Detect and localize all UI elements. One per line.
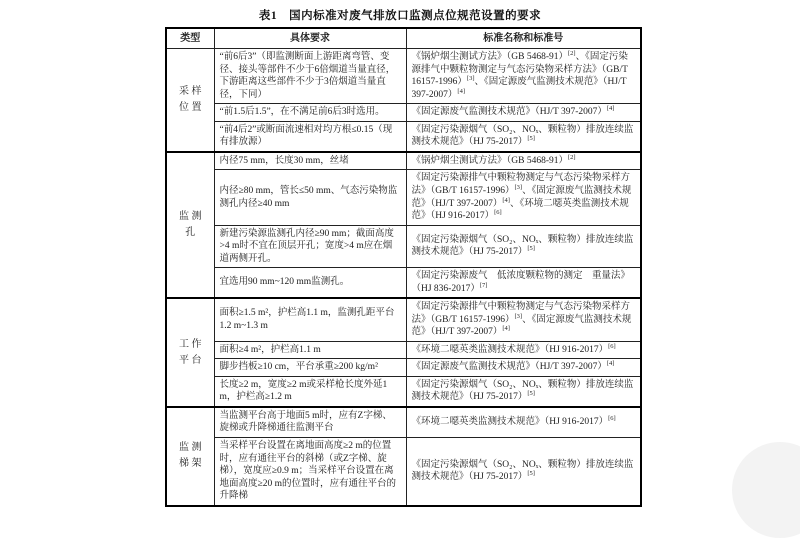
requirement-cell: 当监测平台高于地面5 m时，应有Z字梯、旋梯或升降梯通往监测平台 xyxy=(214,407,406,438)
requirement-cell: “前6后3”（即监测断面上游距离弯管、变径、接头等部件不少于6倍烟道当量直径，下游距离这些部件不少于3倍烟道当量直径，下同） xyxy=(214,49,406,104)
standard-cell: 《环境二噁英类监测技术规范》（HJ 916-2017）[6] xyxy=(406,407,641,438)
standard-cell: 《固定污染源废气 低浓度颗粒物的测定 重量法》（HJ 836-2017）[7] xyxy=(406,268,641,299)
requirement-cell: 面积≥4 m²，护栏高1.1 m xyxy=(214,341,406,359)
col-header-type: 类型 xyxy=(166,28,214,49)
table-title: 表1 国内标准对废气排放口监测点位规范设置的要求 xyxy=(258,10,542,22)
requirement-cell: 内径75 mm，长度30 mm，丝堵 xyxy=(214,152,406,170)
table-row xyxy=(166,298,641,341)
requirement-cell: “前1.5后1.5”，在不满足前6后3时选用。 xyxy=(214,104,406,122)
row-group-type: 监 测 梯 架 xyxy=(166,407,214,506)
table-row xyxy=(166,121,641,152)
table-row xyxy=(166,225,641,268)
table-row xyxy=(166,376,641,407)
table-header xyxy=(166,28,641,49)
row-group-type: 采 样 位 置 xyxy=(166,49,214,152)
table-row xyxy=(166,407,641,438)
col-header-requirement: 具体要求 xyxy=(214,28,406,49)
requirement-cell: 内径≥80 mm，管长≤50 mm、气态污染物监测孔内径≥40 mm xyxy=(214,170,406,225)
requirement-cell: 新建污染源监测孔内径≥90 mm；截面高度>4 m时不宜在顶层开孔；宽度>4 m应在烟道两侧开孔。 xyxy=(214,225,406,268)
standard-cell: 《固定源废气监测技术规范》（HJ/T 397-2007）[4] xyxy=(406,359,641,377)
standards-table xyxy=(165,27,642,507)
standard-cell: 《固定污染源排气中颗粒物测定与气态污染物采样方法》（GB/T 16157-1996）[3]、《固定源废气监测技术规范》（HJ/T 397-2007）[4] xyxy=(406,298,641,341)
requirement-cell: 当采样平台设置在离地面高度≥2 m的位置时，应有通往平台的斜梯（或Z字梯、旋梯），宽度应≥0.9 m；当采样平台设置在离地面高度≥20 m的位置时，应有通往平台的升降梯 xyxy=(214,438,406,506)
row-group-type: 工 作 平 台 xyxy=(166,298,214,407)
table-row xyxy=(166,341,641,359)
requirement-cell: 长度≥2 m，宽度≥2 m或采样枪长度外延1 m，护栏高≥1.2 m xyxy=(214,376,406,407)
table-row xyxy=(166,359,641,377)
table-row xyxy=(166,104,641,122)
table-body xyxy=(166,49,641,506)
standard-cell: 《固定污染源烟气（SO₂、NOₓ、颗粒物）排放连续监测技术规范》（HJ 75-2017）[5] xyxy=(406,225,641,268)
standard-cell: 《固定污染源排气中颗粒物测定与气态污染物采样方法》（GB/T 16157-1996）[3]、《固定源废气监测技术规范》（HJ/T 397-2007）[4]、《环境二噁英类监测技术规范》（HJ 916-2017）[6] xyxy=(406,170,641,225)
header-row xyxy=(166,28,641,49)
standard-cell: 《固定污染源烟气（SO₂、NOₓ、颗粒物）排放连续监测技术规范》（HJ 75-2017）[5] xyxy=(406,438,641,506)
row-group-type: 监 测 孔 xyxy=(166,152,214,298)
standard-cell: 《环境二噁英类监测技术规范》（HJ 916-2017）[6] xyxy=(406,341,641,359)
table-row xyxy=(166,49,641,104)
requirement-cell: 面积≥1.5 m²，护栏高1.1 m，监测孔距平台1.2 m~1.3 m xyxy=(214,298,406,341)
table-row xyxy=(166,170,641,225)
requirement-cell: “前4后2”或断面流速相对均方根≤0.15（现有排放源） xyxy=(214,121,406,152)
watermark xyxy=(732,442,800,538)
requirement-cell: 脚步挡板≥10 cm，平台承重≥200 kg/m² xyxy=(214,359,406,377)
requirement-cell: 宜选用90 mm~120 mm监测孔。 xyxy=(214,268,406,299)
standard-cell: 《锅炉烟尘测试方法》（GB 5468-91）[2] xyxy=(406,152,641,170)
table-row xyxy=(166,152,641,170)
standard-cell: 《固定污染源烟气（SO₂、NOₓ、颗粒物）排放连续监测技术规范》（HJ 75-2017）[5] xyxy=(406,121,641,152)
col-header-standard: 标准名称和标准号 xyxy=(406,28,641,49)
table-row xyxy=(166,438,641,506)
table-row xyxy=(166,268,641,299)
standard-cell: 《固定源废气监测技术规范》（HJ/T 397-2007）[4] xyxy=(406,104,641,122)
standard-cell: 《固定污染源烟气（SO₂、NOₓ、颗粒物）排放连续监测技术规范》（HJ 75-2017）[5] xyxy=(406,376,641,407)
standard-cell: 《锅炉烟尘测试方法》（GB 5468-91）[2]、《固定污染源排气中颗粒物测定与气态污染物采样方法》（GB/T 16157-1996）[3]、《固定源废气监测技术规范》（HJ/T 397-2007）[4] xyxy=(406,49,641,104)
